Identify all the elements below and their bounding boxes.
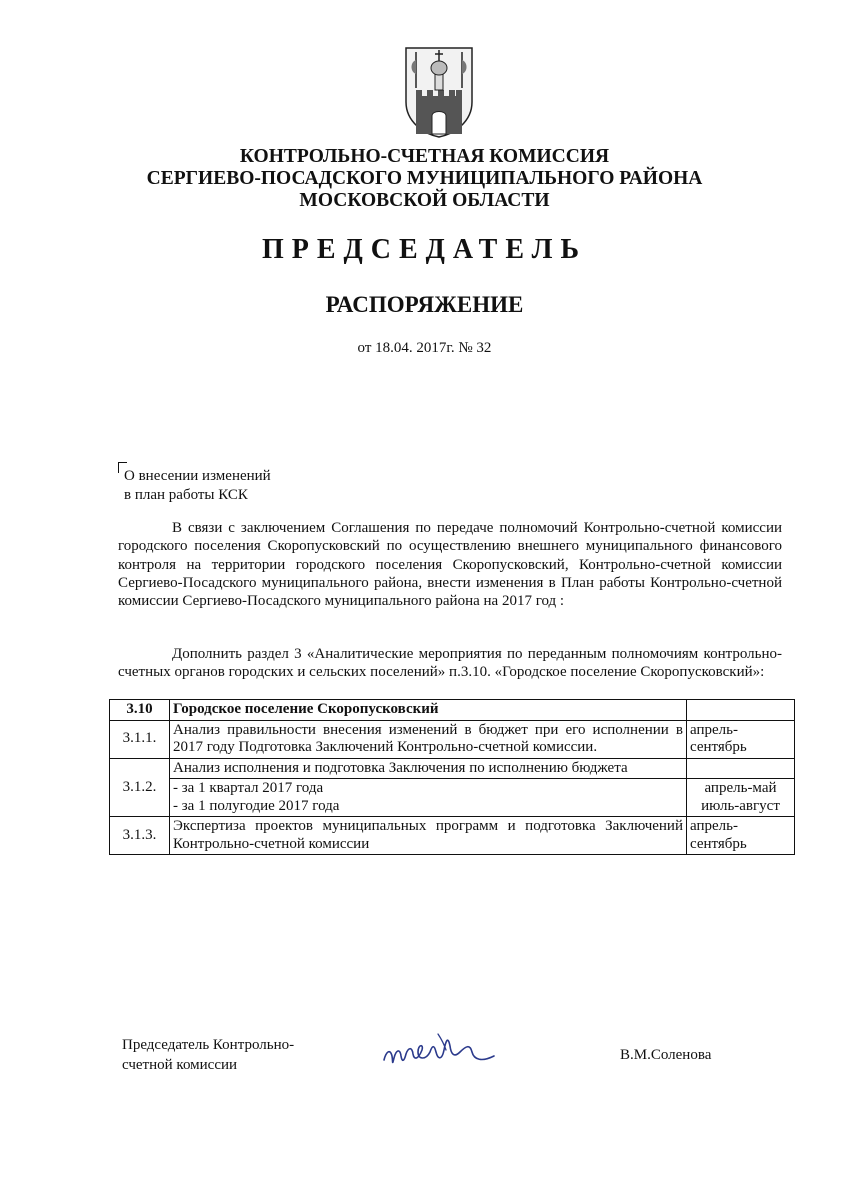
subject-line2: в план работы КСК bbox=[124, 487, 248, 503]
section-title-cell: Городское поселение Скоропусковский bbox=[170, 700, 687, 721]
table-section-row bbox=[110, 700, 795, 721]
organization-name-line2: СЕРГИЕВО-ПОСАДСКОГО МУНИЦИПАЛЬНОГО РАЙОНА bbox=[146, 168, 703, 189]
item-period-cell: апрель-сентябрь bbox=[687, 817, 795, 855]
body-paragraph-1: В связи с заключением Соглашения по передаче полномочий Контрольно-счетной комиссии городского поселения Скоропусковский по осуществлению внешнего муниципального финансового контроля на территории городского поселения Скоропусковский, Контрольно-счетной комиссии Сергиево-Посадского муниципального района, внести изменения в План работы Контрольно-счетной комиссии Сергиево-Посадского муниципального района на 2017 год : bbox=[118, 520, 782, 610]
signatory-title-line2: счетной комиссии bbox=[122, 1057, 238, 1073]
item-number-cell: 3.1.1. bbox=[110, 720, 170, 758]
period-h1: июль-август bbox=[701, 797, 780, 814]
item-text-cell: Анализ правильности внесения изменений в бюджет при его исполнении в 2017 году Подготовка Заключений Контрольно-счетной комиссии. bbox=[170, 720, 687, 758]
coat-of-arms-emblem bbox=[402, 42, 476, 138]
organization-name-line3: МОСКОВСКОЙ ОБЛАСТИ bbox=[299, 190, 550, 211]
item-period-cell bbox=[687, 779, 795, 817]
table-row bbox=[110, 817, 795, 855]
handwritten-signature bbox=[378, 1026, 508, 1076]
item-subperiods-cell bbox=[170, 779, 687, 817]
document-date-number: от 18.04. 2017г. № 32 bbox=[357, 340, 492, 356]
subperiod-h1: - за 1 полугодие 2017 года bbox=[173, 797, 340, 814]
table-row bbox=[110, 779, 795, 817]
item-period-cell: апрель-сентябрь bbox=[687, 720, 795, 758]
document-type-heading: РАСПОРЯЖЕНИЕ bbox=[325, 292, 524, 317]
item-number-cell: 3.1.2. bbox=[110, 758, 170, 817]
organization-name-line1: КОНТРОЛЬНО-СЧЕТНАЯ КОМИССИЯ bbox=[239, 146, 610, 167]
signatory-name: В.М.Соленова bbox=[620, 1047, 712, 1063]
subperiod-q1: - за 1 квартал 2017 года bbox=[173, 780, 324, 796]
body-paragraph-2: Дополнить раздел 3 «Аналитические мероприятия по переданным полномочиям контрольно-счетных органов городских и сельских поселений» п.3.10. «Городское поселение Скоропусковский»: bbox=[118, 646, 782, 681]
signatory-title bbox=[122, 1035, 294, 1075]
work-plan-table bbox=[109, 699, 795, 855]
item-number-cell: 3.1.3. bbox=[110, 817, 170, 855]
item-text-cell: Экспертиза проектов муниципальных программ и подготовка Заключений Контрольно-счетной комиссии bbox=[170, 817, 687, 855]
period-q1: апрель-май bbox=[704, 780, 777, 796]
position-heading: ПРЕДСЕДАТЕЛЬ bbox=[261, 234, 588, 265]
table-row bbox=[110, 720, 795, 758]
item-text-cell: Анализ исполнения и подготовка Заключения по исполнению бюджета bbox=[170, 758, 687, 779]
signatory-title-line1: Председатель Контрольно- bbox=[122, 1037, 295, 1053]
subject-line1: О внесении изменений bbox=[124, 468, 271, 484]
table-row bbox=[110, 758, 795, 779]
item-period-cell bbox=[687, 758, 795, 779]
document-subject bbox=[124, 467, 271, 505]
section-number-cell: 3.10 bbox=[110, 700, 170, 721]
section-period-cell bbox=[687, 700, 795, 721]
